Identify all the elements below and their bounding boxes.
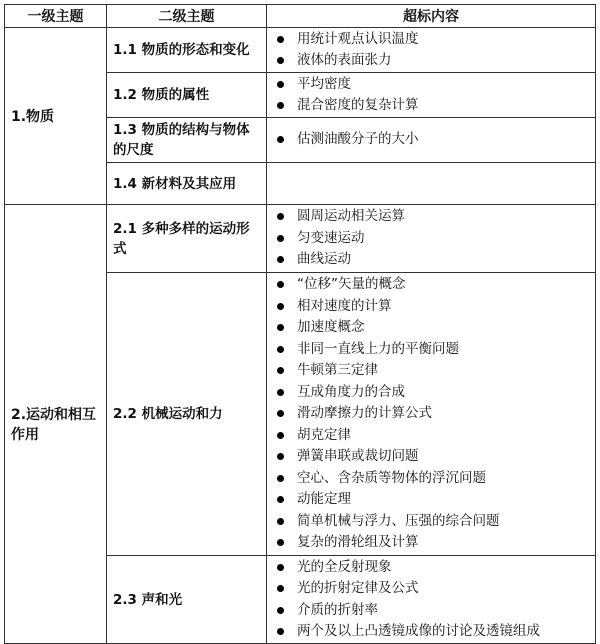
- header-content: 超标内容: [267, 5, 596, 28]
- list-item: 介质的折射率: [273, 600, 589, 622]
- list-item: 曲线运动: [273, 249, 589, 271]
- list-item: 光的全反射现象: [273, 557, 589, 579]
- level2-topic: 2.1 多种多样的运动形式: [107, 205, 267, 273]
- level1-topic: 2.运动和相互作用: [5, 205, 107, 644]
- content-cell: [267, 273, 596, 556]
- list-item: 用统计观点认识温度: [273, 29, 589, 51]
- list-item: 胡克定律: [273, 425, 589, 447]
- content-cell: [267, 556, 596, 644]
- content-cell: [267, 28, 596, 73]
- list-item: 简单机械与浮力、压强的综合问题: [273, 511, 589, 533]
- list-item: 空心、含杂质等物体的浮沉问题: [273, 468, 589, 490]
- content-cell: [267, 163, 596, 205]
- list-item: 匀变速运动: [273, 228, 589, 250]
- table-row: [5, 205, 596, 273]
- list-item: 混合密度的复杂计算: [273, 95, 589, 117]
- level2-topic: 1.3 物质的结构与物体的尺度: [107, 118, 267, 163]
- curriculum-table: [4, 4, 596, 644]
- level2-topic: 1.2 物质的属性: [107, 73, 267, 118]
- list-item: “位移”矢量的概念: [273, 274, 589, 296]
- list-item: 弹簧串联或裁切问题: [273, 446, 589, 468]
- header-level1: 一级主题: [5, 5, 107, 28]
- list-item: 两个及以上凸透镜成像的讨论及透镜组成: [273, 621, 589, 643]
- list-item: 复杂的滑轮组及计算: [273, 532, 589, 554]
- list-item: 非同一直线上力的平衡问题: [273, 339, 589, 361]
- table-row: [5, 28, 596, 73]
- list-item: 圆周运动相关运算: [273, 206, 589, 228]
- content-cell: [267, 118, 596, 163]
- list-item: 滑动摩擦力的计算公式: [273, 403, 589, 425]
- list-item: 牛顿第三定律: [273, 360, 589, 382]
- level2-topic: 2.3 声和光: [107, 556, 267, 644]
- list-item: 相对速度的计算: [273, 296, 589, 318]
- list-item: 加速度概念: [273, 317, 589, 339]
- level2-topic: 1.1 物质的形态和变化: [107, 28, 267, 73]
- list-item: 光的折射定律及公式: [273, 578, 589, 600]
- header-level2: 二级主题: [107, 5, 267, 28]
- header-row: [5, 5, 596, 28]
- level2-topic: 1.4 新材料及其应用: [107, 163, 267, 205]
- level1-topic: 1.物质: [5, 28, 107, 205]
- list-item: 动能定理: [273, 489, 589, 511]
- content-cell: [267, 205, 596, 273]
- list-item: 平均密度: [273, 74, 589, 96]
- list-item: 液体的表面张力: [273, 50, 589, 72]
- list-item: 互成角度力的合成: [273, 382, 589, 404]
- list-item: 估测油酸分子的大小: [273, 129, 589, 151]
- level2-topic: 2.2 机械运动和力: [107, 273, 267, 556]
- content-cell: [267, 73, 596, 118]
